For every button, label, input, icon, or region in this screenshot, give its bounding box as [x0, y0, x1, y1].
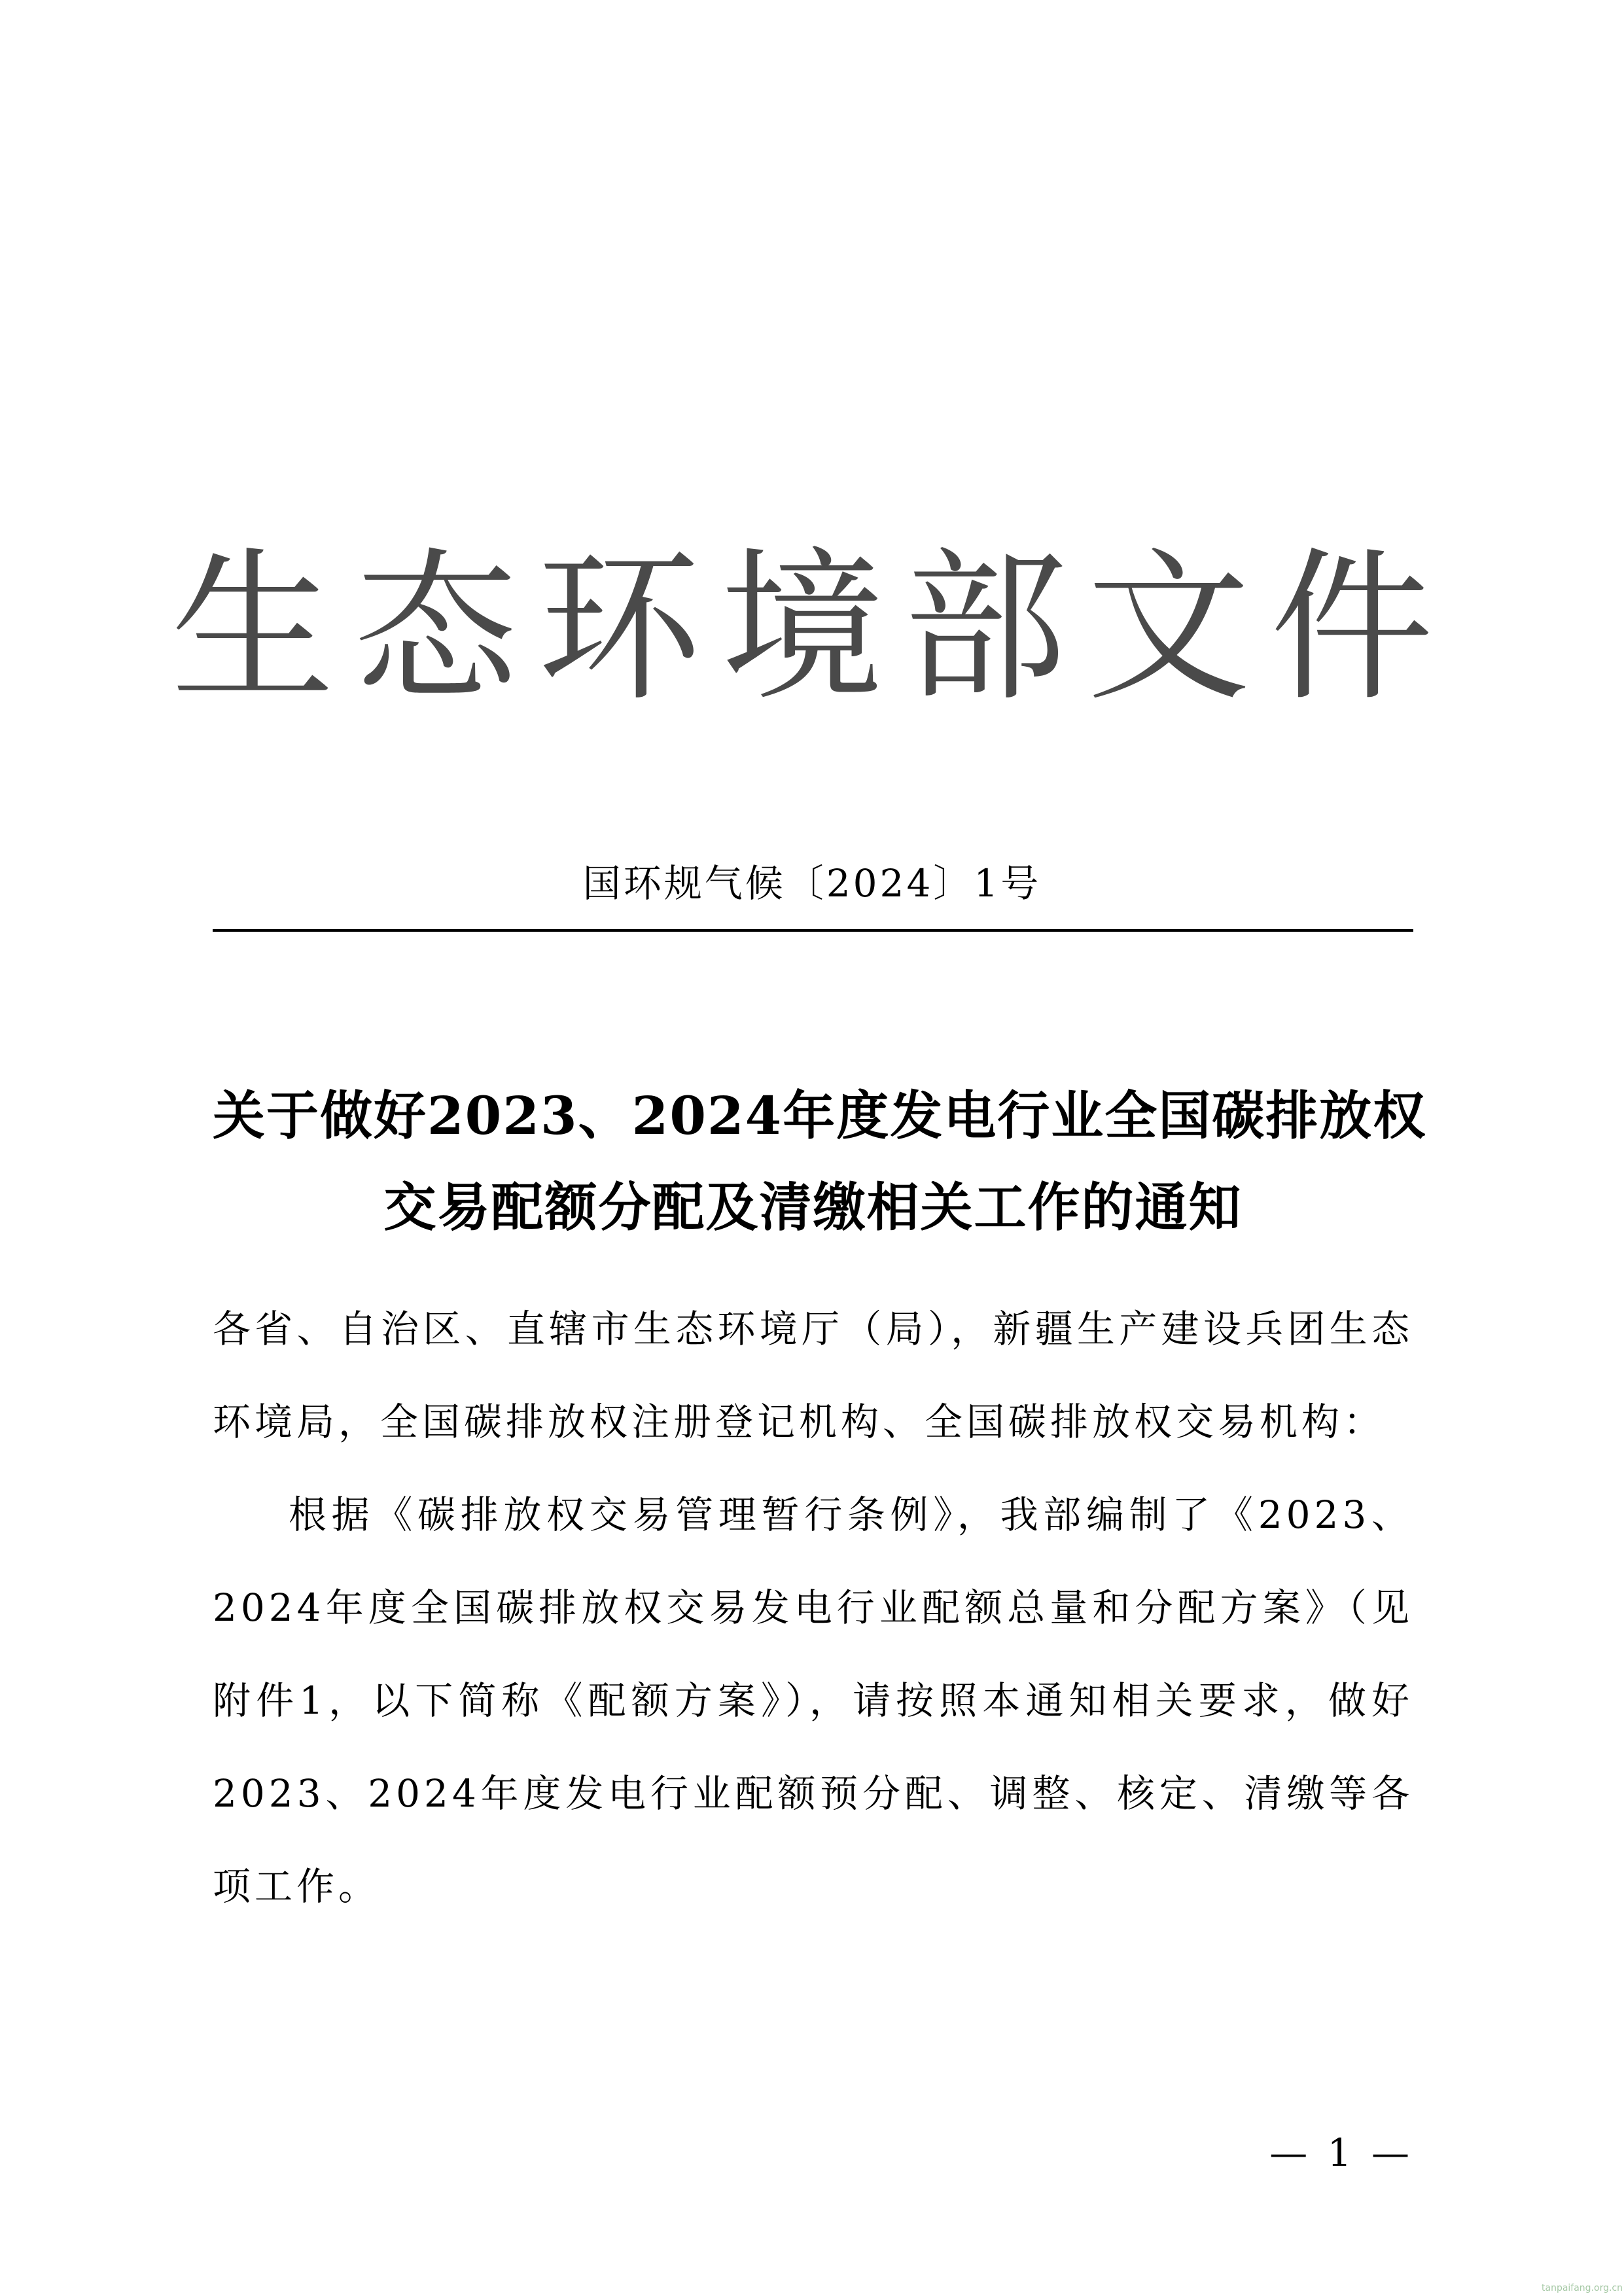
notice-title-line-1: 关于做好2023、2024年度发电行业全国碳排放权 [213, 1085, 1427, 1146]
page-number: — 1 — [1269, 2130, 1413, 2175]
issuing-organization-title: 生态环境部文件 [171, 533, 1453, 723]
notice-title-line-2: 交易配额分配及清缴相关工作的通知 [383, 1176, 1243, 1238]
site-watermark: tanpaifang.org.cn [1542, 2283, 1623, 2293]
document-number: 国环规气候〔2024〕1号 [582, 861, 1042, 906]
header-divider [213, 929, 1413, 932]
notice-body [213, 1282, 1413, 1933]
notice-title [213, 1070, 1427, 1253]
body-paragraph-1: 根据《碳排放权交易管理暂行条例》，我部编制了《2023、2024年度全国碳排放权交易发电行业配额总量和分配方案》（见附件1，以下简称《配额方案》），请按照本通知相关要求，做好2023、2024年度发电行业配额预分配、调整、核定、清缴等各项工作。 [213, 1492, 1413, 1909]
addressees-paragraph: 各省、自治区、直辖市生态环境厅（局），新疆生产建设兵团生态环境局，全国碳排放权注册登记机构、全国碳排放权交易机构： [213, 1307, 1413, 1444]
